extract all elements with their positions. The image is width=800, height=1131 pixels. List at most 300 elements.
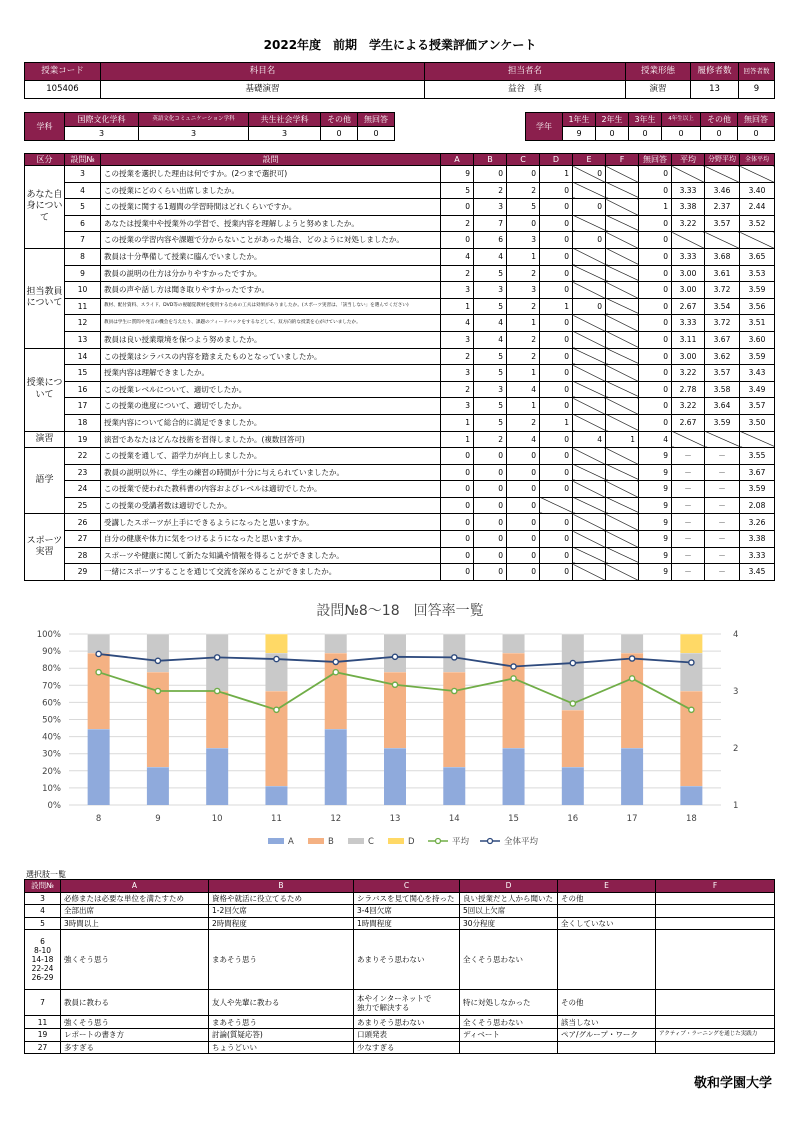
answer-count: 9 — [639, 497, 672, 514]
x-tick-label: 11 — [271, 814, 282, 824]
option-text: ペア/グループ・ワーク — [558, 1028, 656, 1041]
answer-count: 4 — [441, 315, 474, 332]
option-header: B — [209, 880, 354, 893]
answer-count — [606, 531, 639, 548]
answer-count: 0 — [474, 448, 507, 465]
average-score: － — [672, 497, 705, 514]
field-average — [705, 166, 740, 183]
answer-count: 9 — [441, 166, 474, 183]
category-label: スポーツ実習 — [25, 514, 65, 580]
question-row — [25, 315, 775, 332]
answer-count — [573, 215, 606, 232]
column-header: C — [507, 154, 540, 166]
class-format: 演習 — [626, 81, 691, 99]
line-point — [215, 688, 220, 693]
answer-count: 5 — [441, 182, 474, 199]
option-text: 少なすぎる — [354, 1041, 460, 1054]
year-table — [525, 112, 775, 141]
question-text: 受講したスポーツが上手にできるようになったと思いますか。 — [101, 514, 441, 531]
answer-count: 1 — [507, 398, 540, 415]
answer-count: 4 — [474, 331, 507, 348]
total-average: 3.38 — [740, 531, 775, 548]
answer-count — [606, 331, 639, 348]
answer-count: 0 — [474, 564, 507, 581]
bar-segment-A — [621, 748, 643, 805]
year-header: 無回答 — [738, 113, 775, 127]
y-tick-label: 20% — [42, 766, 61, 777]
category-label: 担当教員について — [25, 248, 65, 348]
answer-count: 0 — [540, 481, 573, 498]
average-score: 2.67 — [672, 414, 705, 431]
option-text: レポートの書き方 — [61, 1028, 209, 1041]
bar-segment-A — [206, 748, 228, 805]
option-question-number: 7 — [25, 990, 61, 1016]
dept-value: 3 — [249, 127, 321, 141]
bar-segment-C — [503, 634, 525, 653]
average-score: 3.33 — [672, 182, 705, 199]
line-point — [155, 688, 160, 693]
answer-count — [573, 348, 606, 365]
answer-count: 0 — [639, 414, 672, 431]
answer-count: 5 — [474, 398, 507, 415]
line-point — [333, 670, 338, 675]
question-text: 演習であなたはどんな技術を習得しましたか。(複数回答可) — [101, 431, 441, 448]
line-point — [570, 660, 575, 665]
average-score — [672, 431, 705, 448]
question-number: 7 — [65, 232, 101, 249]
question-text: この授業にどのくらい出席しましたか。 — [101, 182, 441, 199]
answer-count: 0 — [474, 464, 507, 481]
answer-count: 0 — [540, 564, 573, 581]
option-text: その他 — [558, 892, 656, 905]
answer-count — [606, 381, 639, 398]
answer-count: 0 — [639, 282, 672, 299]
field-average: 3.57 — [705, 215, 740, 232]
answer-count: 0 — [474, 547, 507, 564]
field-average: 3.57 — [705, 365, 740, 382]
bar-segment-C — [384, 634, 406, 672]
column-header: D — [540, 154, 573, 166]
year-header: 1年生 — [563, 113, 596, 127]
total-average: 3.49 — [740, 381, 775, 398]
field-average: － — [705, 564, 740, 581]
line-point — [274, 707, 279, 712]
option-text — [656, 1016, 775, 1029]
answer-count: 0 — [441, 547, 474, 564]
answer-count — [606, 265, 639, 282]
x-tick-label: 16 — [567, 814, 579, 824]
question-text: 教員は学生に質問や発言の機会を与えたり、課題のフィードバックをするなどして、双方向的な授業を心がけていましたか。 — [101, 315, 441, 332]
option-text — [558, 930, 656, 990]
y2-tick-label: 2 — [733, 744, 739, 754]
total-average: 3.53 — [740, 265, 775, 282]
option-question-number: 6 8-10 14-18 22-24 26-29 — [25, 930, 61, 990]
answer-count — [573, 448, 606, 465]
answer-count: 0 — [441, 232, 474, 249]
option-row — [25, 905, 775, 918]
average-score: 3.00 — [672, 282, 705, 299]
line-point — [629, 676, 634, 681]
question-row — [25, 298, 775, 315]
average-score: 3.00 — [672, 265, 705, 282]
answer-count — [606, 248, 639, 265]
field-average: 3.72 — [705, 315, 740, 332]
option-row — [25, 1028, 775, 1041]
question-row — [25, 166, 775, 183]
question-text: この授業で使われた教科書の内容およびレベルは適切でしたか。 — [101, 481, 441, 498]
year-value: 0 — [738, 127, 775, 141]
column-header: 設問 — [101, 154, 441, 166]
field-average: 3.64 — [705, 398, 740, 415]
option-text: 特に対処しなかった — [460, 990, 558, 1016]
question-number: 23 — [65, 464, 101, 481]
x-tick-label: 9 — [155, 814, 161, 824]
answer-count: 0 — [639, 232, 672, 249]
option-text: 本やインターネットで 独力で解決する — [354, 990, 460, 1016]
y-tick-label: 50% — [42, 715, 61, 726]
legend-marker — [488, 839, 493, 844]
option-row — [25, 917, 775, 930]
option-text: 該当しない — [558, 1016, 656, 1029]
option-header: A — [61, 880, 209, 893]
question-text: この授業に関する1週間の学習時間はどれくらいですか。 — [101, 199, 441, 216]
x-tick-label: 14 — [448, 814, 460, 824]
answer-count: 0 — [540, 182, 573, 199]
option-text: 口頭発表 — [354, 1028, 460, 1041]
total-average: 3.56 — [740, 298, 775, 315]
line-point — [689, 660, 694, 665]
option-header: E — [558, 880, 656, 893]
bar-segment-A — [265, 786, 287, 805]
option-text: 必修または必要な単位を満たすため — [61, 892, 209, 905]
legend-swatch — [308, 838, 324, 844]
x-tick-label: 17 — [626, 814, 638, 824]
total-average: 3.65 — [740, 248, 775, 265]
option-text: あまりそう思わない — [354, 930, 460, 990]
category-label: 演習 — [25, 431, 65, 448]
average-score: － — [672, 481, 705, 498]
answer-count: 3 — [474, 199, 507, 216]
legend-label: 全体平均 — [504, 837, 539, 847]
question-row — [25, 282, 775, 299]
answer-count: 3 — [474, 381, 507, 398]
total-average: 3.59 — [740, 282, 775, 299]
question-number: 5 — [65, 199, 101, 216]
answer-count: 3 — [441, 282, 474, 299]
column-header: 全体平均 — [740, 154, 775, 166]
field-average: － — [705, 514, 740, 531]
dept-header: 国際文化学科 — [65, 113, 139, 127]
option-text: 教員に教わる — [61, 990, 209, 1016]
year-value: 9 — [563, 127, 596, 141]
department-label: 学科 — [25, 113, 65, 141]
answer-count: 0 — [573, 298, 606, 315]
question-row — [25, 232, 775, 249]
dept-value: 3 — [139, 127, 249, 141]
field-average: － — [705, 547, 740, 564]
answer-count: 2 — [507, 265, 540, 282]
option-text: 強くそう思う — [61, 930, 209, 990]
options-table — [24, 879, 775, 1054]
year-value: 0 — [701, 127, 738, 141]
average-score: 3.38 — [672, 199, 705, 216]
bar-segment-A — [325, 729, 347, 805]
field-average: － — [705, 497, 740, 514]
question-row — [25, 414, 775, 431]
answer-count: 9 — [639, 514, 672, 531]
question-number: 14 — [65, 348, 101, 365]
option-text: その他 — [558, 990, 656, 1016]
line-point — [333, 659, 338, 664]
y-tick-label: 90% — [42, 647, 61, 658]
line-point — [452, 655, 457, 660]
enrolled-count: 13 — [691, 81, 739, 99]
answer-count: 1 — [540, 166, 573, 183]
option-text — [558, 1041, 656, 1054]
x-tick-label: 10 — [211, 814, 223, 824]
option-text: 3-4回欠席 — [354, 905, 460, 918]
field-average: 3.68 — [705, 248, 740, 265]
average-score: 3.22 — [672, 398, 705, 415]
question-number: 29 — [65, 564, 101, 581]
answer-count — [573, 398, 606, 415]
option-text: 2時間程度 — [209, 917, 354, 930]
bar-segment-A — [384, 748, 406, 805]
field-average: 3.46 — [705, 182, 740, 199]
total-average: 3.50 — [740, 414, 775, 431]
field-average — [705, 431, 740, 448]
question-row — [25, 248, 775, 265]
answer-count: 2 — [507, 348, 540, 365]
question-number: 19 — [65, 431, 101, 448]
answer-count: 0 — [507, 564, 540, 581]
question-text: 教員は十分準備して授業に臨んでいましたか。 — [101, 248, 441, 265]
instructor-name: 益谷 真 — [425, 81, 626, 99]
answer-count: 2 — [507, 331, 540, 348]
question-number: 3 — [65, 166, 101, 183]
y-tick-label: 60% — [42, 698, 61, 709]
question-number: 27 — [65, 531, 101, 548]
question-text: 授業内容は理解できましたか。 — [101, 365, 441, 382]
answer-count: 1 — [507, 315, 540, 332]
answer-count: 0 — [441, 464, 474, 481]
question-text: この授業の進度について、適切でしたか。 — [101, 398, 441, 415]
column-header: 区分 — [25, 154, 65, 166]
answer-count: 0 — [639, 398, 672, 415]
average-score: 3.33 — [672, 315, 705, 332]
answer-count: 1 — [507, 365, 540, 382]
answer-count: 9 — [639, 564, 672, 581]
option-question-number: 5 — [25, 917, 61, 930]
bar-segment-B — [621, 653, 643, 748]
bar-segment-C — [206, 634, 228, 691]
option-text — [656, 905, 775, 918]
answer-count: 0 — [441, 514, 474, 531]
answer-count: 0 — [540, 398, 573, 415]
answer-count: 0 — [474, 514, 507, 531]
option-row — [25, 1041, 775, 1054]
line-point — [215, 655, 220, 660]
answer-count — [573, 315, 606, 332]
respondent-count: 9 — [739, 81, 775, 99]
option-row — [25, 930, 775, 990]
option-text: まあそう思う — [209, 1016, 354, 1029]
y2-tick-label: 4 — [733, 630, 739, 640]
question-text: 教材、配付資料、スライド、DVD等の視聴覚教材を使用するための工夫は効果がありましたか。(スポーツ実習は、「該当しない」を選んでください) — [101, 298, 441, 315]
question-number: 15 — [65, 365, 101, 382]
answer-count: 4 — [507, 431, 540, 448]
answer-count — [606, 514, 639, 531]
answer-count: 1 — [639, 199, 672, 216]
line-point — [96, 670, 101, 675]
answer-count — [573, 564, 606, 581]
year-header: その他 — [701, 113, 738, 127]
total-average: 3.52 — [740, 215, 775, 232]
answer-count: 1 — [507, 248, 540, 265]
question-number: 16 — [65, 381, 101, 398]
answer-count: 0 — [573, 232, 606, 249]
question-row — [25, 215, 775, 232]
year-header: 4年生以上 — [662, 113, 701, 127]
header-course-code: 授業コード — [25, 63, 101, 81]
answer-count: 0 — [540, 464, 573, 481]
option-text: 強くそう思う — [61, 1016, 209, 1029]
field-average: 3.58 — [705, 381, 740, 398]
average-score: 3.11 — [672, 331, 705, 348]
average-score — [672, 232, 705, 249]
column-header: 分野平均 — [705, 154, 740, 166]
answer-count — [606, 414, 639, 431]
option-text: 友人や先輩に教わる — [209, 990, 354, 1016]
answer-count: 1 — [540, 414, 573, 431]
answer-count — [573, 414, 606, 431]
line-point — [392, 682, 397, 687]
answer-count: 0 — [540, 514, 573, 531]
question-text: 自分の健康や体力に気をつけるようになったと思いますか。 — [101, 531, 441, 548]
header-respondents: 回答者数 — [739, 63, 775, 81]
question-row — [25, 514, 775, 531]
answer-count: 4 — [474, 315, 507, 332]
answer-count: 1 — [441, 414, 474, 431]
answer-count — [606, 182, 639, 199]
answer-count — [573, 464, 606, 481]
answer-count: 0 — [507, 215, 540, 232]
question-row — [25, 265, 775, 282]
answer-count: 2 — [441, 381, 474, 398]
question-text: 教員の説明の仕方は分かりやすかったですか。 — [101, 265, 441, 282]
x-tick-label: 8 — [95, 814, 102, 824]
answer-count: 0 — [639, 182, 672, 199]
answer-count: 3 — [441, 331, 474, 348]
year-value: 0 — [596, 127, 629, 141]
column-header: 無回答 — [639, 154, 672, 166]
header-course-name: 科目名 — [101, 63, 425, 81]
answer-count: 0 — [474, 481, 507, 498]
question-text: この授業を選択した理由は何ですか。(2つまで選択可) — [101, 166, 441, 183]
options-caption: 選択肢一覧 — [26, 870, 66, 879]
line-point — [452, 688, 457, 693]
answer-count: 0 — [441, 199, 474, 216]
answer-count: 0 — [540, 531, 573, 548]
option-text: 3時間以上 — [61, 917, 209, 930]
answer-count — [573, 331, 606, 348]
total-average: 3.43 — [740, 365, 775, 382]
bar-segment-A — [562, 767, 584, 805]
average-score: 3.22 — [672, 365, 705, 382]
answer-count — [573, 514, 606, 531]
question-row — [25, 348, 775, 365]
answer-count: 7 — [474, 215, 507, 232]
option-text — [656, 892, 775, 905]
answer-count: 2 — [507, 182, 540, 199]
header-class-format: 授業形態 — [626, 63, 691, 81]
answer-count: 0 — [540, 431, 573, 448]
answer-count: 3 — [507, 232, 540, 249]
option-text: 1時間程度 — [354, 917, 460, 930]
option-text — [558, 905, 656, 918]
field-average: － — [705, 481, 740, 498]
answer-count: 1 — [441, 431, 474, 448]
answer-count: 9 — [639, 464, 672, 481]
option-text: シラバスを見て関心を持った — [354, 892, 460, 905]
answer-count: 4 — [441, 248, 474, 265]
answer-count: 9 — [639, 531, 672, 548]
answer-count: 0 — [507, 497, 540, 514]
option-text: 1-2回欠席 — [209, 905, 354, 918]
header-enrolled: 履修者数 — [691, 63, 739, 81]
option-question-number: 4 — [25, 905, 61, 918]
question-row — [25, 497, 775, 514]
question-row — [25, 398, 775, 415]
question-row — [25, 547, 775, 564]
dept-value: 0 — [358, 127, 395, 141]
answer-count: 2 — [474, 182, 507, 199]
question-text: この授業の学習内容や課題で分からないことがあった場合、どのように対処しましたか。 — [101, 232, 441, 249]
answer-count: 0 — [441, 481, 474, 498]
answer-count: 0 — [540, 331, 573, 348]
legend-label: B — [328, 837, 334, 847]
option-question-number: 27 — [25, 1041, 61, 1054]
category-label: あなた自身について — [25, 166, 65, 249]
column-header: B — [474, 154, 507, 166]
dept-header: 共生社会学科 — [249, 113, 321, 127]
question-text: この授業レベルについて、適切でしたか。 — [101, 381, 441, 398]
y2-tick-label: 1 — [733, 801, 739, 811]
option-question-number: 19 — [25, 1028, 61, 1041]
legend-swatch — [348, 838, 364, 844]
x-tick-label: 18 — [685, 814, 697, 824]
bar-segment-B — [206, 691, 228, 748]
answer-count: 0 — [507, 481, 540, 498]
answer-count: 0 — [540, 448, 573, 465]
answer-count: 0 — [639, 315, 672, 332]
answer-count: 0 — [474, 497, 507, 514]
total-average: 3.26 — [740, 514, 775, 531]
line-point — [689, 707, 694, 712]
y2-tick-label: 3 — [733, 687, 739, 697]
bar-segment-A — [88, 729, 110, 805]
answer-count: 0 — [573, 199, 606, 216]
answer-count — [606, 315, 639, 332]
bar-segment-B — [88, 653, 110, 729]
line-point — [155, 658, 160, 663]
average-score: － — [672, 547, 705, 564]
answer-count: 2 — [507, 298, 540, 315]
answer-count: 0 — [507, 547, 540, 564]
header-instructor: 担当者名 — [425, 63, 626, 81]
answer-count: 6 — [474, 232, 507, 249]
answer-count — [573, 531, 606, 548]
